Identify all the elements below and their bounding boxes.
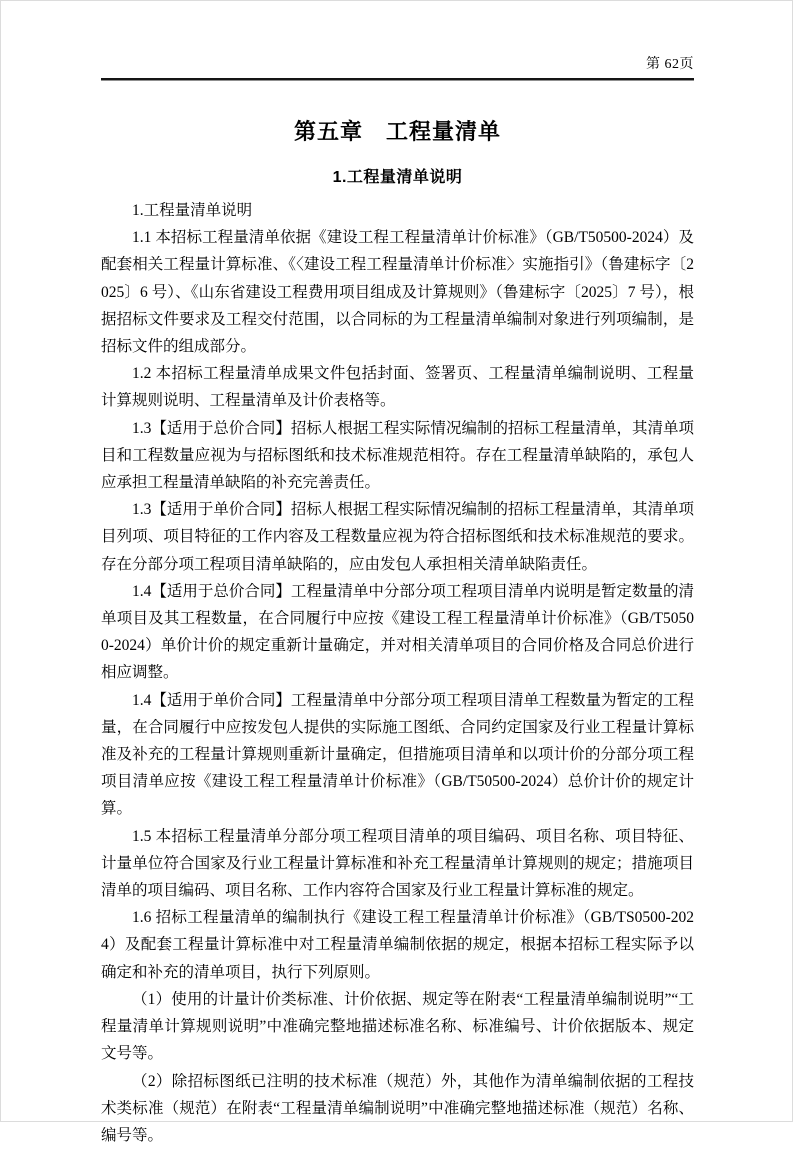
paragraph-1-3-unit-price: 1.3【适用于单价合同】招标人根据工程实际情况编制的招标工程量清单，其清单项目列项、项目特征的工作内容及工程数量应视为符合招标图纸和技术标准规范的要求。存在分部分项工程项目清单缺陷的，应由发包人承担相关清单缺陷责任。 bbox=[101, 496, 694, 578]
document-body bbox=[101, 197, 694, 1149]
paragraph-1-1: 1.1 本招标工程量清单依据《建设工程工程量清单计价标准》（GB/T50500-2024）及配套相关工程量计算标准、《〈建设工程工程量清单计价标准〉实施指引》（鲁建标字〔2025〕6 号）、《山东省建设工程费用项目组成及计算规则》（鲁建标字〔2025〕7 号），根据招标文件要求及工程交付范围，以合同标的为工程量清单编制对象进行列项编制，是招标文件的组成部分。 bbox=[101, 224, 694, 360]
paragraph-rule-1: （1）使用的计量计价类标准、计价依据、规定等在附表“工程量清单编制说明”“工程量清单计算规则说明”中准确完整地描述标准名称、标准编号、计价依据版本、规定文号等。 bbox=[101, 986, 694, 1068]
paragraph-rule-2: （2）除招标图纸已注明的技术标准（规范）外，其他作为清单编制依据的工程技术类标准（规范）在附表“工程量清单编制说明”中准确完整地描述标准（规范）名称、编号等。 bbox=[101, 1068, 694, 1149]
paragraph-1-6: 1.6 招标工程量清单的编制执行《建设工程工程量清单计价标准》（GB/TS0500-2024）及配套工程量计算标准中对工程量清单编制依据的规定，根据本招标工程实际予以确定和补充的清单项目，执行下列原则。 bbox=[101, 904, 694, 986]
section-title: 1.工程量清单说明 bbox=[101, 167, 694, 189]
header-rule bbox=[101, 78, 694, 81]
paragraph-section-heading: 1.工程量清单说明 bbox=[101, 197, 694, 224]
page-number: 第 62页 bbox=[646, 57, 694, 72]
paragraph-1-2: 1.2 本招标工程量清单成果文件包括封面、签署页、工程量清单编制说明、工程量计算规则说明、工程量清单及计价表格等。 bbox=[101, 360, 694, 414]
page-header bbox=[101, 55, 694, 74]
chapter-title: 第五章 工程量清单 bbox=[101, 117, 694, 147]
paragraph-1-4-lump-sum: 1.4【适用于总价合同】工程量清单中分部分项工程项目清单内说明是暂定数量的清单项目及其工程数量，在合同履行中应按《建设工程工程量清单计价标准》（GB/T50500-2024）单价计价的规定重新计量确定，并对相关清单项目的合同价格及合同总价进行相应调整。 bbox=[101, 578, 694, 687]
paragraph-1-5: 1.5 本招标工程量清单分部分项工程项目清单的项目编码、项目名称、项目特征、计量单位符合国家及行业工程量计算标准和补充工程量清单计算规则的规定；措施项目清单的项目编码、项目名称、工作内容符合国家及行业工程量计算标准的规定。 bbox=[101, 823, 694, 905]
paragraph-1-4-unit-price: 1.4【适用于单价合同】工程量清单中分部分项工程项目清单工程数量为暂定的工程量，在合同履行中应按发包人提供的实际施工图纸、合同约定国家及行业工程量计算标准及补充的工程量计算规则重新计量确定，但措施项目清单和以项计价的分部分项工程项目清单应按《建设工程工程量清单计价标准》（GB/T50500-2024）总价计价的规定计算。 bbox=[101, 687, 694, 823]
paragraph-1-3-lump-sum: 1.3【适用于总价合同】招标人根据工程实际情况编制的招标工程量清单，其清单项目和工程数量应视为与招标图纸和技术标准规范相符。存在工程量清单缺陷的，承包人应承担工程量清单缺陷的补充完善责任。 bbox=[101, 415, 694, 497]
